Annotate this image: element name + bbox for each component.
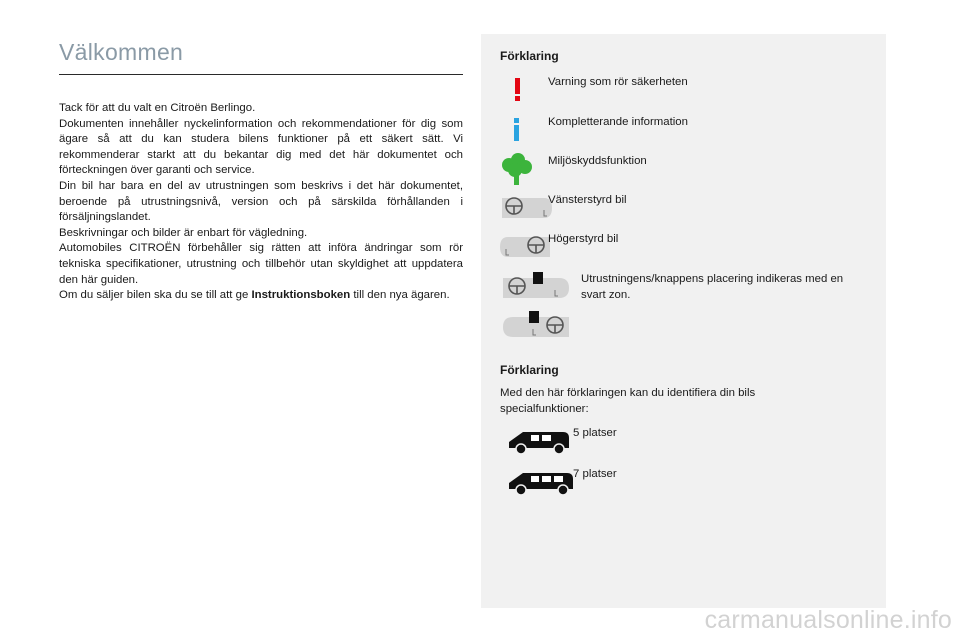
legend-item-environment (500, 153, 870, 185)
page-title: Välkommen (59, 39, 184, 65)
legend2-title: Förklaring (500, 363, 559, 377)
intro-paragraph: Beskrivningar och bilder är enbart för vägledning. (59, 226, 308, 239)
intro-paragraph-handover (59, 288, 463, 304)
handover-text-start: Om du säljer bilen ska du se till att ge (59, 289, 252, 302)
legend-item-label: Varning som rör säkerheten (548, 76, 688, 88)
legend2-item-7-seats (505, 467, 835, 499)
legend-item-label: Högerstyrd bil (548, 233, 619, 245)
black-zone-lhd-icon (501, 272, 571, 302)
watermark: carmanualsonline.info (704, 606, 952, 634)
black-zone-label: Utrustningens/knappens placering indikeras med en svart zon. (581, 273, 844, 301)
handover-book-name: Instruktionsboken (251, 289, 351, 302)
legend2-item-label: 5 platser (573, 427, 617, 439)
intro-text (59, 101, 463, 304)
legend2-description: Med den här förklaringen kan du identifiera din bils specialfunktioner: (500, 387, 756, 415)
legend-title: Förklaring (500, 49, 559, 63)
intro-paragraph: Din bil har bara en del av utrustningen som beskrivs i det här dokumentet, beroende på utrustningsnivå, version och på särskilda förhållanden i försäljningslandet. (59, 179, 463, 224)
handover-text-end: till den nya ägaren. (350, 289, 450, 302)
legend2-item-5-seats (505, 426, 835, 458)
legend-item-label: Kompletterande information (548, 116, 688, 128)
legend-item-right-hand-drive (500, 231, 870, 263)
title-divider (59, 74, 463, 75)
intro-paragraph: Automobiles CITROËN förbehåller sig rätten att införa ändringar som rör tekniska specifikationer, utrustning och tillbehör utan skyldighet att uppdatera den här guiden. (59, 242, 463, 286)
legend2-item-label: 7 platser (573, 468, 617, 480)
legend-item-label: Miljöskyddsfunktion (548, 155, 647, 167)
seven-seat-van-icon (505, 467, 577, 499)
legend-item-label: Vänsterstyrd bil (548, 194, 627, 206)
legend-item-left-hand-drive (500, 192, 870, 224)
intro-paragraph: Dokumenten innehåller nyckelinformation och rekommendationer för dig som ägare så att du kan studera bilens funktioner på ett säkert sätt. Vi rekommenderar starkt att du bekantar dig med det här dokumentet och förteckningen över garanti och service. (59, 117, 463, 177)
legend-panel (481, 34, 886, 608)
intro-paragraph: Tack för att du valt en Citroën Berlingo. (59, 102, 256, 114)
legend-item-warning (500, 74, 870, 106)
intro-column (59, 38, 463, 304)
legend-item-info (500, 114, 870, 146)
five-seat-van-icon (505, 426, 577, 458)
black-zone-rhd-icon (501, 311, 571, 341)
